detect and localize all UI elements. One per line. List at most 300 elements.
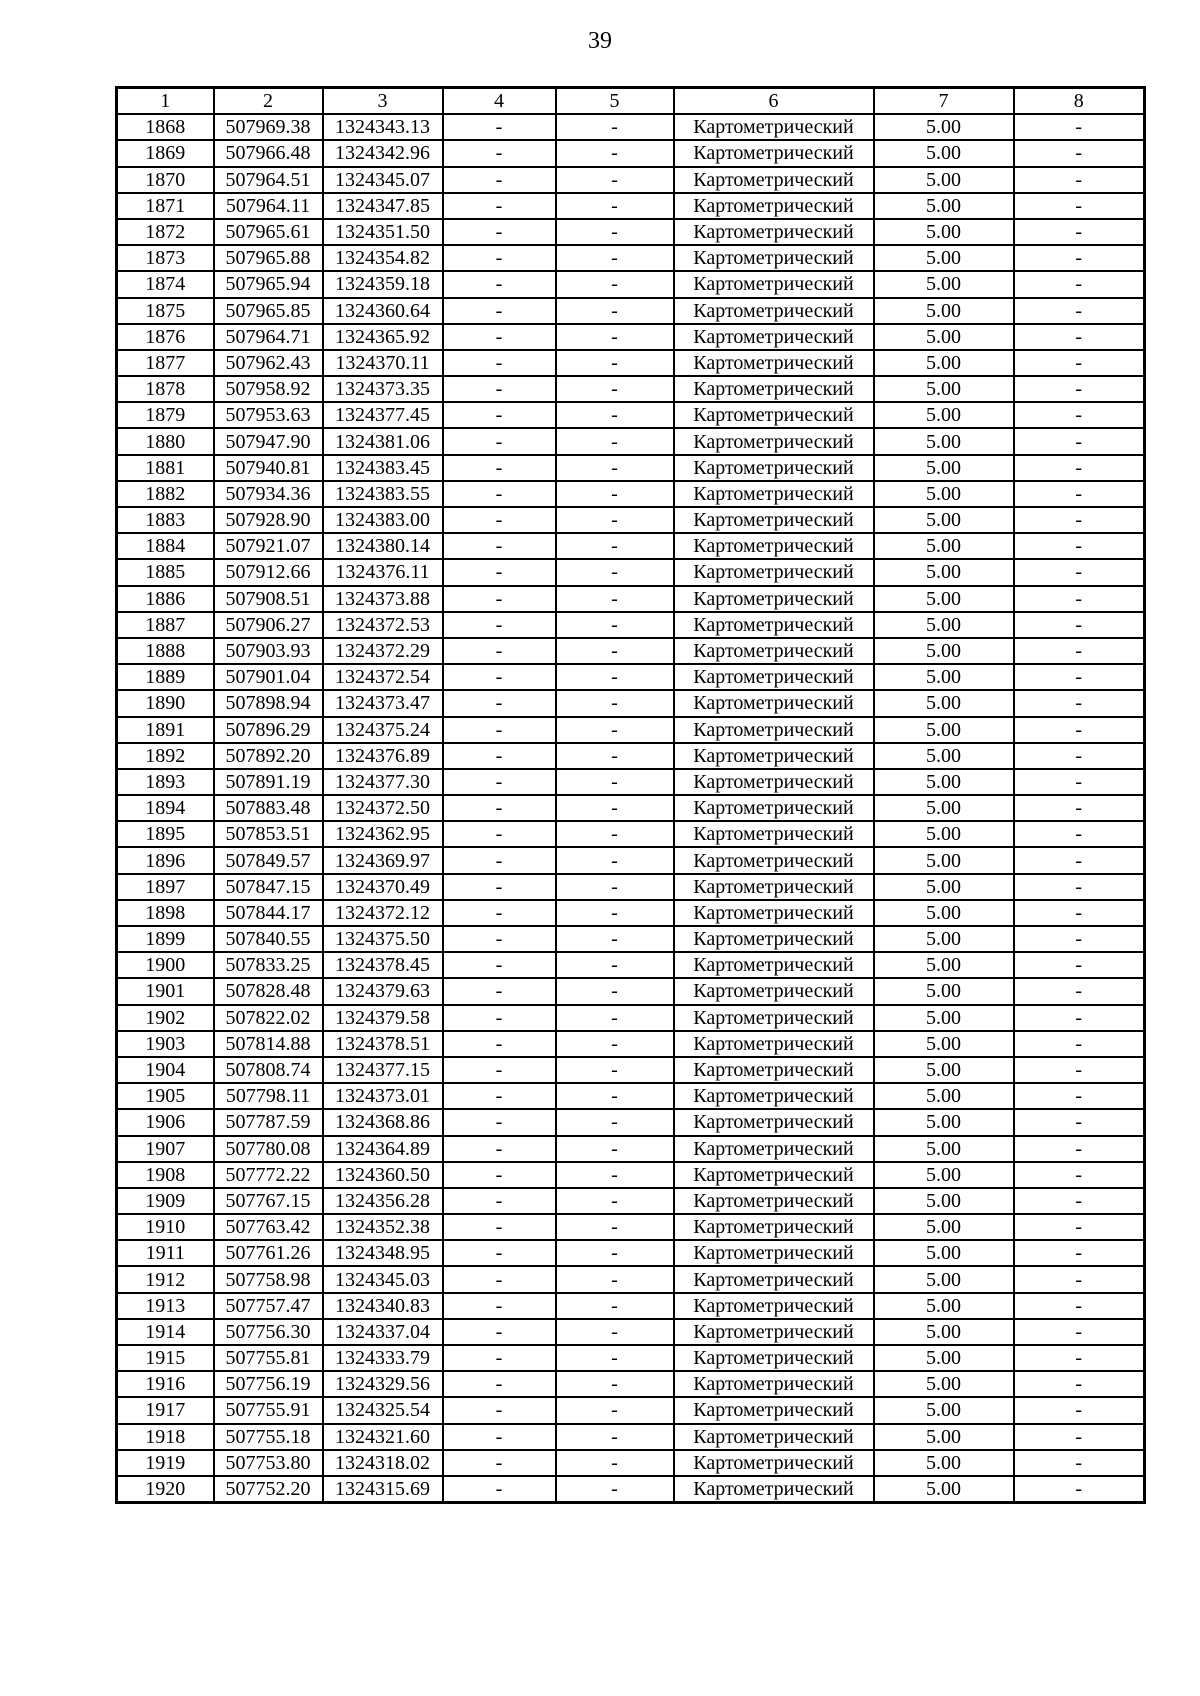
col8-cell: -: [1014, 1031, 1145, 1057]
accuracy-cell: 5.00: [874, 114, 1014, 140]
point-number-cell: 1920: [117, 1476, 214, 1503]
col8-cell: -: [1014, 795, 1145, 821]
col4-cell: -: [443, 1476, 556, 1503]
col8-cell: -: [1014, 978, 1145, 1004]
col4-cell: -: [443, 1266, 556, 1292]
y-coordinate-cell: 1324351.50: [323, 219, 443, 245]
method-cell: Картометрический: [674, 795, 874, 821]
table-row: [117, 926, 1145, 952]
page-number: 39: [588, 28, 612, 54]
table-body: [117, 114, 1145, 1502]
col8-cell: -: [1014, 219, 1145, 245]
y-coordinate-cell: 1324383.00: [323, 507, 443, 533]
method-cell: Картометрический: [674, 298, 874, 324]
table-row: [117, 350, 1145, 376]
method-cell: Картометрический: [674, 376, 874, 402]
col4-cell: -: [443, 1162, 556, 1188]
method-cell: Картометрический: [674, 245, 874, 271]
table-row: [117, 481, 1145, 507]
point-number-cell: 1888: [117, 638, 214, 664]
col4-cell: -: [443, 1319, 556, 1345]
col5-cell: -: [556, 1214, 674, 1240]
col5-cell: -: [556, 1293, 674, 1319]
x-coordinate-cell: 507934.36: [214, 481, 323, 507]
x-coordinate-cell: 507798.11: [214, 1083, 323, 1109]
table-row: [117, 1476, 1145, 1503]
y-coordinate-cell: 1324373.47: [323, 690, 443, 716]
y-coordinate-cell: 1324379.58: [323, 1005, 443, 1031]
point-number-cell: 1905: [117, 1083, 214, 1109]
table-row: [117, 1293, 1145, 1319]
table-row: [117, 245, 1145, 271]
accuracy-cell: 5.00: [874, 298, 1014, 324]
x-coordinate-cell: 507755.81: [214, 1345, 323, 1371]
col5-cell: -: [556, 1083, 674, 1109]
table-row: [117, 847, 1145, 873]
table-row: [117, 874, 1145, 900]
col4-cell: -: [443, 586, 556, 612]
point-number-cell: 1887: [117, 612, 214, 638]
col5-cell: -: [556, 874, 674, 900]
point-number-cell: 1911: [117, 1240, 214, 1266]
col4-cell: -: [443, 952, 556, 978]
col5-cell: -: [556, 664, 674, 690]
accuracy-cell: 5.00: [874, 847, 1014, 873]
x-coordinate-cell: 507903.93: [214, 638, 323, 664]
method-cell: Картометрический: [674, 559, 874, 585]
accuracy-cell: 5.00: [874, 926, 1014, 952]
accuracy-cell: 5.00: [874, 874, 1014, 900]
table-row: [117, 376, 1145, 402]
y-coordinate-cell: 1324376.11: [323, 559, 443, 585]
col5-cell: -: [556, 586, 674, 612]
y-coordinate-cell: 1324368.86: [323, 1109, 443, 1135]
point-number-cell: 1886: [117, 586, 214, 612]
col5-cell: -: [556, 1136, 674, 1162]
y-coordinate-cell: 1324333.79: [323, 1345, 443, 1371]
x-coordinate-cell: 507901.04: [214, 664, 323, 690]
point-number-cell: 1916: [117, 1371, 214, 1397]
col5-cell: -: [556, 140, 674, 166]
method-cell: Картометрический: [674, 1162, 874, 1188]
col8-cell: -: [1014, 586, 1145, 612]
point-number-cell: 1869: [117, 140, 214, 166]
table-row: [117, 219, 1145, 245]
point-number-cell: 1907: [117, 1136, 214, 1162]
method-cell: Картометрический: [674, 324, 874, 350]
method-cell: Картометрический: [674, 1031, 874, 1057]
y-coordinate-cell: 1324342.96: [323, 140, 443, 166]
method-cell: Картометрический: [674, 978, 874, 1004]
col4-cell: -: [443, 1005, 556, 1031]
x-coordinate-cell: 507966.48: [214, 140, 323, 166]
accuracy-cell: 5.00: [874, 481, 1014, 507]
point-number-cell: 1910: [117, 1214, 214, 1240]
col8-cell: -: [1014, 1424, 1145, 1450]
col4-cell: -: [443, 1136, 556, 1162]
point-number-cell: 1894: [117, 795, 214, 821]
col8-cell: -: [1014, 1345, 1145, 1371]
col8-cell: -: [1014, 1266, 1145, 1292]
method-cell: Картометрический: [674, 1214, 874, 1240]
table-row: [117, 1266, 1145, 1292]
table-row: [117, 1397, 1145, 1423]
point-number-cell: 1918: [117, 1424, 214, 1450]
point-number-cell: 1871: [117, 193, 214, 219]
col5-cell: -: [556, 193, 674, 219]
col4-cell: -: [443, 1188, 556, 1214]
x-coordinate-cell: 507883.48: [214, 795, 323, 821]
col5-cell: -: [556, 114, 674, 140]
y-coordinate-cell: 1324383.45: [323, 455, 443, 481]
table-row: [117, 690, 1145, 716]
y-coordinate-cell: 1324373.01: [323, 1083, 443, 1109]
col8-cell: -: [1014, 926, 1145, 952]
point-number-cell: 1872: [117, 219, 214, 245]
col4-cell: -: [443, 847, 556, 873]
col8-cell: -: [1014, 245, 1145, 271]
accuracy-cell: 5.00: [874, 1450, 1014, 1476]
point-number-cell: 1892: [117, 743, 214, 769]
point-number-cell: 1915: [117, 1345, 214, 1371]
table-row: [117, 193, 1145, 219]
col4-cell: -: [443, 717, 556, 743]
x-coordinate-cell: 507758.98: [214, 1266, 323, 1292]
y-coordinate-cell: 1324372.29: [323, 638, 443, 664]
method-cell: Картометрический: [674, 1136, 874, 1162]
table-row: [117, 324, 1145, 350]
col5-cell: -: [556, 1397, 674, 1423]
col8-cell: -: [1014, 402, 1145, 428]
x-coordinate-cell: 507912.66: [214, 559, 323, 585]
col4-cell: -: [443, 1424, 556, 1450]
accuracy-cell: 5.00: [874, 1057, 1014, 1083]
accuracy-cell: 5.00: [874, 376, 1014, 402]
method-cell: Картометрический: [674, 350, 874, 376]
col5-cell: -: [556, 900, 674, 926]
x-coordinate-cell: 507833.25: [214, 952, 323, 978]
method-cell: Картометрический: [674, 1240, 874, 1266]
col8-cell: -: [1014, 507, 1145, 533]
col8-cell: -: [1014, 376, 1145, 402]
col4-cell: -: [443, 245, 556, 271]
col5-cell: -: [556, 952, 674, 978]
point-number-cell: 1880: [117, 428, 214, 454]
method-cell: Картометрический: [674, 638, 874, 664]
table-row: [117, 167, 1145, 193]
table-row: [117, 769, 1145, 795]
method-cell: Картометрический: [674, 821, 874, 847]
column-header: 8: [1014, 88, 1145, 115]
col8-cell: -: [1014, 1005, 1145, 1031]
method-cell: Картометрический: [674, 664, 874, 690]
col5-cell: -: [556, 1371, 674, 1397]
column-header: 2: [214, 88, 323, 115]
col5-cell: -: [556, 1031, 674, 1057]
col8-cell: -: [1014, 1188, 1145, 1214]
x-coordinate-cell: 507787.59: [214, 1109, 323, 1135]
y-coordinate-cell: 1324372.54: [323, 664, 443, 690]
col8-cell: -: [1014, 821, 1145, 847]
table-row: [117, 638, 1145, 664]
col5-cell: -: [556, 324, 674, 350]
col8-cell: -: [1014, 167, 1145, 193]
accuracy-cell: 5.00: [874, 324, 1014, 350]
table-row: [117, 1424, 1145, 1450]
point-number-cell: 1891: [117, 717, 214, 743]
method-cell: Картометрический: [674, 507, 874, 533]
col4-cell: -: [443, 193, 556, 219]
x-coordinate-cell: 507752.20: [214, 1476, 323, 1503]
x-coordinate-cell: 507896.29: [214, 717, 323, 743]
col5-cell: -: [556, 1424, 674, 1450]
y-coordinate-cell: 1324315.69: [323, 1476, 443, 1503]
coordinates-table: [115, 86, 1146, 1504]
method-cell: Картометрический: [674, 1109, 874, 1135]
col8-cell: -: [1014, 1162, 1145, 1188]
x-coordinate-cell: 507814.88: [214, 1031, 323, 1057]
x-coordinate-cell: 507964.11: [214, 193, 323, 219]
column-header: 5: [556, 88, 674, 115]
accuracy-cell: 5.00: [874, 1005, 1014, 1031]
y-coordinate-cell: 1324329.56: [323, 1371, 443, 1397]
method-cell: Картометрический: [674, 900, 874, 926]
x-coordinate-cell: 507755.18: [214, 1424, 323, 1450]
x-coordinate-cell: 507828.48: [214, 978, 323, 1004]
x-coordinate-cell: 507780.08: [214, 1136, 323, 1162]
table-row: [117, 1109, 1145, 1135]
col5-cell: -: [556, 507, 674, 533]
accuracy-cell: 5.00: [874, 743, 1014, 769]
point-number-cell: 1885: [117, 559, 214, 585]
accuracy-cell: 5.00: [874, 1371, 1014, 1397]
col8-cell: -: [1014, 717, 1145, 743]
x-coordinate-cell: 507953.63: [214, 402, 323, 428]
x-coordinate-cell: 507928.90: [214, 507, 323, 533]
table-row: [117, 586, 1145, 612]
method-cell: Картометрический: [674, 455, 874, 481]
table-row: [117, 1031, 1145, 1057]
method-cell: Картометрический: [674, 428, 874, 454]
table-row: [117, 1136, 1145, 1162]
y-coordinate-cell: 1324360.64: [323, 298, 443, 324]
x-coordinate-cell: 507761.26: [214, 1240, 323, 1266]
col8-cell: -: [1014, 193, 1145, 219]
accuracy-cell: 5.00: [874, 1188, 1014, 1214]
method-cell: Картометрический: [674, 952, 874, 978]
accuracy-cell: 5.00: [874, 402, 1014, 428]
col8-cell: -: [1014, 428, 1145, 454]
method-cell: Картометрический: [674, 193, 874, 219]
col8-cell: -: [1014, 664, 1145, 690]
y-coordinate-cell: 1324377.15: [323, 1057, 443, 1083]
col4-cell: -: [443, 821, 556, 847]
method-cell: Картометрический: [674, 1424, 874, 1450]
accuracy-cell: 5.00: [874, 795, 1014, 821]
col8-cell: -: [1014, 1397, 1145, 1423]
method-cell: Картометрический: [674, 114, 874, 140]
col5-cell: -: [556, 638, 674, 664]
method-cell: Картометрический: [674, 167, 874, 193]
method-cell: Картометрический: [674, 1476, 874, 1503]
y-coordinate-cell: 1324365.92: [323, 324, 443, 350]
col8-cell: -: [1014, 769, 1145, 795]
accuracy-cell: 5.00: [874, 717, 1014, 743]
y-coordinate-cell: 1324372.50: [323, 795, 443, 821]
table-row: [117, 140, 1145, 166]
col4-cell: -: [443, 140, 556, 166]
col8-cell: -: [1014, 271, 1145, 297]
col4-cell: -: [443, 926, 556, 952]
y-coordinate-cell: 1324375.50: [323, 926, 443, 952]
column-header: 3: [323, 88, 443, 115]
y-coordinate-cell: 1324359.18: [323, 271, 443, 297]
y-coordinate-cell: 1324377.30: [323, 769, 443, 795]
x-coordinate-cell: 507822.02: [214, 1005, 323, 1031]
y-coordinate-cell: 1324345.07: [323, 167, 443, 193]
method-cell: Картометрический: [674, 717, 874, 743]
x-coordinate-cell: 507756.30: [214, 1319, 323, 1345]
point-number-cell: 1874: [117, 271, 214, 297]
y-coordinate-cell: 1324376.89: [323, 743, 443, 769]
method-cell: Картометрический: [674, 533, 874, 559]
x-coordinate-cell: 507908.51: [214, 586, 323, 612]
table-row: [117, 900, 1145, 926]
point-number-cell: 1884: [117, 533, 214, 559]
col4-cell: -: [443, 1083, 556, 1109]
x-coordinate-cell: 507906.27: [214, 612, 323, 638]
accuracy-cell: 5.00: [874, 978, 1014, 1004]
col4-cell: -: [443, 1397, 556, 1423]
x-coordinate-cell: 507965.85: [214, 298, 323, 324]
y-coordinate-cell: 1324343.13: [323, 114, 443, 140]
col8-cell: -: [1014, 690, 1145, 716]
col5-cell: -: [556, 245, 674, 271]
table-row: [117, 559, 1145, 585]
y-coordinate-cell: 1324362.95: [323, 821, 443, 847]
col5-cell: -: [556, 559, 674, 585]
col5-cell: -: [556, 690, 674, 716]
col4-cell: -: [443, 795, 556, 821]
point-number-cell: 1893: [117, 769, 214, 795]
x-coordinate-cell: 507898.94: [214, 690, 323, 716]
x-coordinate-cell: 507965.94: [214, 271, 323, 297]
col5-cell: -: [556, 376, 674, 402]
x-coordinate-cell: 507891.19: [214, 769, 323, 795]
col8-cell: -: [1014, 533, 1145, 559]
point-number-cell: 1889: [117, 664, 214, 690]
col5-cell: -: [556, 1266, 674, 1292]
method-cell: Картометрический: [674, 402, 874, 428]
y-coordinate-cell: 1324377.45: [323, 402, 443, 428]
x-coordinate-cell: 507892.20: [214, 743, 323, 769]
col8-cell: -: [1014, 350, 1145, 376]
x-coordinate-cell: 507969.38: [214, 114, 323, 140]
y-coordinate-cell: 1324321.60: [323, 1424, 443, 1450]
col4-cell: -: [443, 350, 556, 376]
accuracy-cell: 5.00: [874, 769, 1014, 795]
table-row: [117, 271, 1145, 297]
table-row: [117, 402, 1145, 428]
x-coordinate-cell: 507947.90: [214, 428, 323, 454]
accuracy-cell: 5.00: [874, 507, 1014, 533]
point-number-cell: 1913: [117, 1293, 214, 1319]
x-coordinate-cell: 507808.74: [214, 1057, 323, 1083]
accuracy-cell: 5.00: [874, 140, 1014, 166]
y-coordinate-cell: 1324375.24: [323, 717, 443, 743]
accuracy-cell: 5.00: [874, 1240, 1014, 1266]
x-coordinate-cell: 507767.15: [214, 1188, 323, 1214]
col5-cell: -: [556, 167, 674, 193]
method-cell: Картометрический: [674, 271, 874, 297]
x-coordinate-cell: 507849.57: [214, 847, 323, 873]
col8-cell: -: [1014, 638, 1145, 664]
y-coordinate-cell: 1324354.82: [323, 245, 443, 271]
col8-cell: -: [1014, 612, 1145, 638]
point-number-cell: 1908: [117, 1162, 214, 1188]
accuracy-cell: 5.00: [874, 428, 1014, 454]
x-coordinate-cell: 507964.51: [214, 167, 323, 193]
table-header-row: [117, 88, 1145, 115]
accuracy-cell: 5.00: [874, 1214, 1014, 1240]
col4-cell: -: [443, 638, 556, 664]
point-number-cell: 1898: [117, 900, 214, 926]
point-number-cell: 1875: [117, 298, 214, 324]
col8-cell: -: [1014, 1319, 1145, 1345]
x-coordinate-cell: 507965.88: [214, 245, 323, 271]
accuracy-cell: 5.00: [874, 167, 1014, 193]
point-number-cell: 1890: [117, 690, 214, 716]
x-coordinate-cell: 507756.19: [214, 1371, 323, 1397]
x-coordinate-cell: 507965.61: [214, 219, 323, 245]
method-cell: Картометрический: [674, 612, 874, 638]
col5-cell: -: [556, 717, 674, 743]
y-coordinate-cell: 1324373.35: [323, 376, 443, 402]
table-row: [117, 1319, 1145, 1345]
col4-cell: -: [443, 402, 556, 428]
col4-cell: -: [443, 455, 556, 481]
col8-cell: -: [1014, 952, 1145, 978]
table-row: [117, 507, 1145, 533]
accuracy-cell: 5.00: [874, 1083, 1014, 1109]
accuracy-cell: 5.00: [874, 533, 1014, 559]
col5-cell: -: [556, 1188, 674, 1214]
col8-cell: -: [1014, 1476, 1145, 1503]
col4-cell: -: [443, 1293, 556, 1319]
point-number-cell: 1870: [117, 167, 214, 193]
point-number-cell: 1896: [117, 847, 214, 873]
point-number-cell: 1879: [117, 402, 214, 428]
col8-cell: -: [1014, 140, 1145, 166]
col4-cell: -: [443, 1345, 556, 1371]
accuracy-cell: 5.00: [874, 664, 1014, 690]
accuracy-cell: 5.00: [874, 1476, 1014, 1503]
method-cell: Картометрический: [674, 586, 874, 612]
y-coordinate-cell: 1324345.03: [323, 1266, 443, 1292]
table-row: [117, 1188, 1145, 1214]
y-coordinate-cell: 1324340.83: [323, 1293, 443, 1319]
y-coordinate-cell: 1324383.55: [323, 481, 443, 507]
y-coordinate-cell: 1324370.49: [323, 874, 443, 900]
col8-cell: -: [1014, 1136, 1145, 1162]
x-coordinate-cell: 507921.07: [214, 533, 323, 559]
x-coordinate-cell: 507840.55: [214, 926, 323, 952]
accuracy-cell: 5.00: [874, 690, 1014, 716]
point-number-cell: 1877: [117, 350, 214, 376]
col4-cell: -: [443, 271, 556, 297]
method-cell: Картометрический: [674, 769, 874, 795]
x-coordinate-cell: 507763.42: [214, 1214, 323, 1240]
